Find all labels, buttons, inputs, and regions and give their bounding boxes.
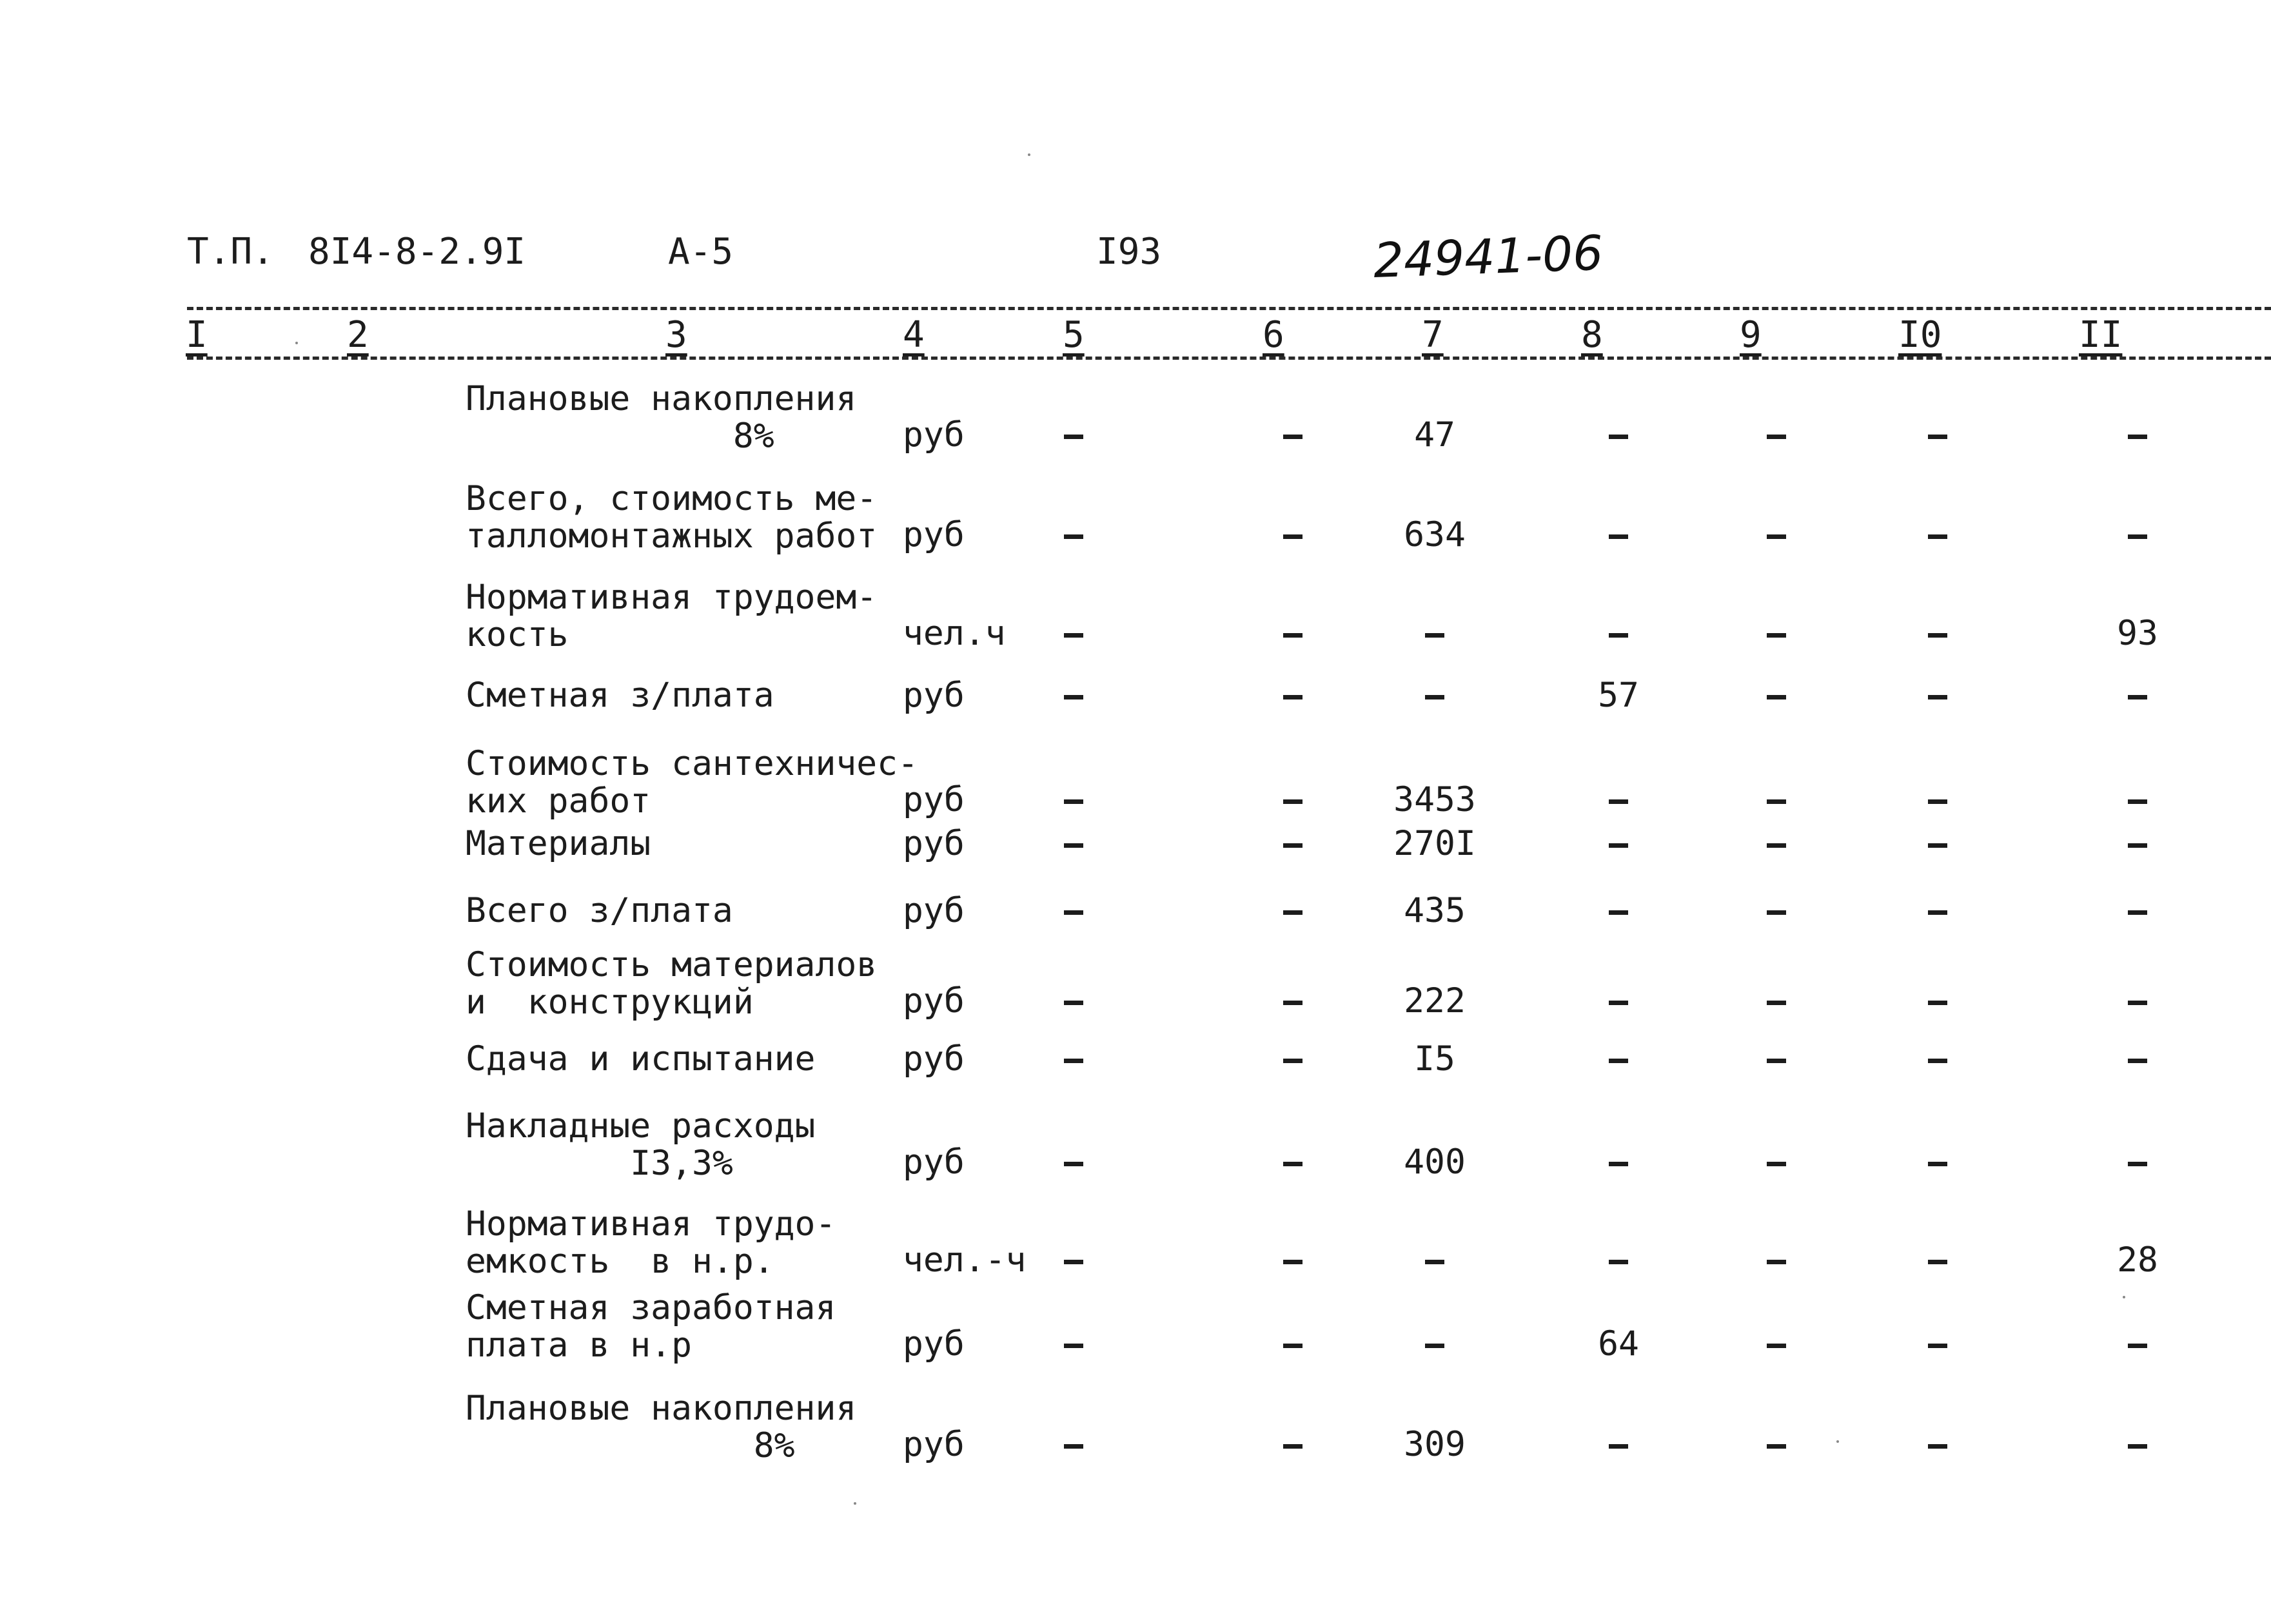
row-unit: руб (903, 676, 965, 715)
row-value-col-11: 28 (2117, 1240, 2158, 1280)
empty-value-dash (1928, 615, 1947, 652)
empty-value-dash (2128, 1144, 2147, 1181)
empty-value-dash (2128, 892, 2147, 930)
row-description: Сметная з/плата (466, 676, 774, 715)
empty-value-dash (1767, 825, 1786, 863)
dash-mark (1064, 799, 1083, 804)
dash-mark (1064, 1001, 1083, 1005)
empty-value-dash (1928, 516, 1947, 554)
dash-mark (1064, 843, 1083, 848)
empty-value-dash (1767, 892, 1786, 930)
dash-mark (1609, 1059, 1628, 1063)
dash-mark (1064, 695, 1083, 699)
top-dashed-rule (187, 307, 2271, 310)
empty-value-dash (1064, 615, 1083, 652)
empty-value-dash (1283, 1326, 1303, 1363)
empty-value-dash (2128, 1041, 2147, 1078)
row-unit: руб (903, 1324, 965, 1364)
empty-value-dash (1767, 781, 1786, 819)
empty-value-dash (1928, 416, 1947, 454)
empty-value-dash (1609, 1041, 1628, 1078)
empty-value-dash (1425, 615, 1444, 652)
column-number-3: 3 (665, 314, 687, 356)
dash-mark (2128, 843, 2147, 848)
empty-value-dash (1064, 1144, 1083, 1181)
row-description: Нормативная трудоем- кость (466, 578, 878, 654)
dash-mark (1425, 695, 1444, 699)
header-prefix: Т.П. (187, 231, 274, 273)
row-value-col-7: 222 (1404, 981, 1466, 1021)
empty-value-dash (1928, 1041, 1947, 1078)
empty-value-dash (1609, 416, 1628, 454)
row-value-col-7: 47 (1414, 415, 1455, 455)
empty-value-dash (1064, 983, 1083, 1020)
dash-mark (1283, 695, 1303, 699)
row-description: Стоимость материалов и конструкций (466, 945, 878, 1022)
empty-value-dash (1609, 892, 1628, 930)
dash-mark (1283, 435, 1303, 439)
row-value-col-8: 57 (1598, 676, 1639, 715)
dash-mark (1928, 1059, 1947, 1063)
empty-value-dash (2128, 781, 2147, 819)
empty-value-dash (2128, 516, 2147, 554)
empty-value-dash (1928, 1144, 1947, 1181)
row-description: Плановые накопления 8% (466, 379, 857, 456)
dash-mark (1928, 799, 1947, 804)
dash-mark (1928, 435, 1947, 439)
column-number-2: 2 (347, 314, 369, 356)
empty-value-dash (1928, 892, 1947, 930)
dash-mark (1767, 633, 1786, 638)
empty-value-dash (2128, 825, 2147, 863)
row-value-col-11: 93 (2117, 614, 2158, 653)
scan-speck (1028, 153, 1030, 156)
row-description: Плановые накопления 8% (466, 1389, 857, 1465)
dash-mark (1425, 633, 1444, 638)
empty-value-dash (1064, 825, 1083, 863)
empty-value-dash (1283, 825, 1303, 863)
empty-value-dash (1064, 781, 1083, 819)
dash-mark (1928, 1001, 1947, 1005)
dash-mark (2128, 435, 2147, 439)
empty-value-dash (1609, 516, 1628, 554)
dash-mark (1609, 1001, 1628, 1005)
dash-mark (1928, 633, 1947, 638)
dash-mark (1283, 1162, 1303, 1166)
empty-value-dash (2128, 1426, 2147, 1463)
row-unit: руб (903, 981, 965, 1021)
dash-mark (1283, 534, 1303, 539)
dash-mark (1767, 1344, 1786, 1348)
dash-mark (1767, 695, 1786, 699)
empty-value-dash (1425, 677, 1444, 714)
row-unit: чел.-ч (903, 1240, 1027, 1280)
row-value-col-7: 435 (1404, 891, 1466, 930)
empty-value-dash (1283, 892, 1303, 930)
bottom-dashed-rule (187, 357, 2271, 360)
empty-value-dash (1609, 983, 1628, 1020)
empty-value-dash (1767, 516, 1786, 554)
empty-value-dash (1283, 1426, 1303, 1463)
dash-mark (1609, 633, 1628, 638)
dash-mark (1064, 1162, 1083, 1166)
empty-value-dash (1928, 825, 1947, 863)
dash-mark (1767, 1059, 1786, 1063)
dash-mark (2128, 1001, 2147, 1005)
empty-value-dash (2128, 983, 2147, 1020)
dash-mark (1064, 435, 1083, 439)
column-number-7: 7 (1422, 314, 1444, 356)
dash-mark (1283, 1001, 1303, 1005)
dash-mark (1283, 1444, 1303, 1449)
empty-value-dash (1425, 1326, 1444, 1363)
row-description: Сдача и испытание (466, 1039, 816, 1079)
empty-value-dash (1609, 825, 1628, 863)
dash-mark (1609, 435, 1628, 439)
dash-mark (1767, 1444, 1786, 1449)
dash-mark (2128, 910, 2147, 915)
empty-value-dash (1283, 416, 1303, 454)
empty-value-dash (1609, 615, 1628, 652)
empty-value-dash (1928, 1426, 1947, 1463)
dash-mark (1928, 1260, 1947, 1264)
row-value-col-8: 64 (1598, 1324, 1639, 1364)
dash-mark (1064, 534, 1083, 539)
empty-value-dash (1283, 1144, 1303, 1181)
row-unit: руб (903, 891, 965, 930)
empty-value-dash (1767, 677, 1786, 714)
row-unit: руб (903, 1425, 965, 1464)
row-unit: руб (903, 515, 965, 554)
dash-mark (1283, 1059, 1303, 1063)
empty-value-dash (1928, 1326, 1947, 1363)
dash-mark (1283, 910, 1303, 915)
row-unit: руб (903, 824, 965, 863)
dash-mark (1928, 534, 1947, 539)
empty-value-dash (1064, 677, 1083, 714)
dash-mark (1064, 1059, 1083, 1063)
dash-mark (1767, 1162, 1786, 1166)
row-value-col-7: 270I (1393, 824, 1476, 863)
empty-value-dash (2128, 677, 2147, 714)
dash-mark (1767, 435, 1786, 439)
row-value-col-7: 3453 (1393, 780, 1476, 819)
dash-mark (1928, 1162, 1947, 1166)
empty-value-dash (1928, 677, 1947, 714)
empty-value-dash (1767, 416, 1786, 454)
dash-mark (1609, 534, 1628, 539)
column-number-11: II (2079, 314, 2123, 356)
page-number: I93 (1096, 231, 1162, 273)
empty-value-dash (1767, 1144, 1786, 1181)
dash-mark (2128, 799, 2147, 804)
row-description: Всего, стоимость ме- талломонтажных работ (466, 479, 878, 556)
column-number-8: 8 (1581, 314, 1603, 356)
scan-speck (854, 1502, 856, 1505)
empty-value-dash (1767, 1242, 1786, 1279)
dash-mark (1609, 1444, 1628, 1449)
row-description: Материалы (466, 824, 651, 863)
dash-mark (1064, 910, 1083, 915)
row-value-col-7: 400 (1404, 1142, 1466, 1182)
empty-value-dash (1064, 1242, 1083, 1279)
row-unit: руб (903, 1142, 965, 1182)
dash-mark (1064, 633, 1083, 638)
empty-value-dash (1064, 1426, 1083, 1463)
row-description: Накладные расходы I3,3% (466, 1106, 816, 1183)
empty-value-dash (1283, 1041, 1303, 1078)
dash-mark (1609, 1260, 1628, 1264)
dash-mark (1767, 534, 1786, 539)
dash-mark (2128, 1444, 2147, 1449)
row-unit: чел.ч (903, 614, 1006, 653)
row-value-col-7: 634 (1404, 515, 1466, 554)
column-number-4: 4 (903, 314, 925, 356)
dash-mark (1928, 1344, 1947, 1348)
dash-mark (1609, 843, 1628, 848)
dash-mark (1767, 843, 1786, 848)
scan-speck (1836, 1440, 1839, 1443)
dash-mark (1283, 1260, 1303, 1264)
dash-mark (2128, 1162, 2147, 1166)
empty-value-dash (1928, 1242, 1947, 1279)
empty-value-dash (1064, 416, 1083, 454)
empty-value-dash (1064, 1326, 1083, 1363)
row-unit: руб (903, 1039, 965, 1079)
empty-value-dash (1283, 781, 1303, 819)
column-number-6: 6 (1263, 314, 1284, 356)
dash-mark (1283, 799, 1303, 804)
column-number-9: 9 (1740, 314, 1762, 356)
dash-mark (1425, 1344, 1444, 1348)
empty-value-dash (1767, 615, 1786, 652)
dash-mark (1767, 910, 1786, 915)
row-description: Стоимость сантехничес- ких работ (466, 744, 918, 821)
empty-value-dash (1064, 1041, 1083, 1078)
scan-speck (2123, 1296, 2125, 1298)
dash-mark (2128, 534, 2147, 539)
dash-mark (2128, 1059, 2147, 1063)
dash-mark (1767, 1001, 1786, 1005)
column-number-5: 5 (1063, 314, 1085, 356)
dash-mark (1283, 1344, 1303, 1348)
row-value-col-7: 309 (1404, 1425, 1466, 1464)
empty-value-dash (1767, 1041, 1786, 1078)
dash-mark (1283, 633, 1303, 638)
dash-mark (1928, 910, 1947, 915)
dash-mark (1928, 843, 1947, 848)
empty-value-dash (1767, 1426, 1786, 1463)
empty-value-dash (1283, 615, 1303, 652)
dash-mark (1928, 695, 1947, 699)
empty-value-dash (1064, 892, 1083, 930)
column-number-1: I (186, 314, 208, 356)
empty-value-dash (1283, 516, 1303, 554)
empty-value-dash (1283, 1242, 1303, 1279)
empty-value-dash (1928, 781, 1947, 819)
dash-mark (1767, 1260, 1786, 1264)
empty-value-dash (1609, 1144, 1628, 1181)
empty-value-dash (1064, 516, 1083, 554)
dash-mark (2128, 695, 2147, 699)
empty-value-dash (1609, 1426, 1628, 1463)
handwritten-number: 24941-06 (1372, 225, 1604, 289)
dash-mark (1609, 910, 1628, 915)
dash-mark (1064, 1344, 1083, 1348)
dash-mark (1928, 1444, 1947, 1449)
empty-value-dash (2128, 416, 2147, 454)
empty-value-dash (1928, 983, 1947, 1020)
row-unit: руб (903, 415, 965, 455)
row-value-col-7: I5 (1414, 1039, 1455, 1079)
project-code: 8I4-8-2.9I (308, 231, 526, 273)
empty-value-dash (1283, 677, 1303, 714)
dash-mark (1609, 799, 1628, 804)
album-label: А-5 (668, 231, 734, 273)
dash-mark (1064, 1444, 1083, 1449)
empty-value-dash (1609, 781, 1628, 819)
dash-mark (1064, 1260, 1083, 1264)
empty-value-dash (2128, 1326, 2147, 1363)
row-description: Всего з/плата (466, 891, 733, 930)
dash-mark (1767, 799, 1786, 804)
column-number-10: I0 (1898, 314, 1942, 356)
scan-speck (295, 342, 298, 344)
empty-value-dash (1767, 983, 1786, 1020)
dash-mark (1425, 1260, 1444, 1264)
row-description: Сметная заработная плата в н.р (466, 1288, 836, 1365)
row-unit: руб (903, 780, 965, 819)
row-description: Нормативная трудо- емкость в н.р. (466, 1204, 836, 1281)
empty-value-dash (1767, 1326, 1786, 1363)
empty-value-dash (1425, 1242, 1444, 1279)
empty-value-dash (1609, 1242, 1628, 1279)
dash-mark (2128, 1344, 2147, 1348)
dash-mark (1283, 843, 1303, 848)
empty-value-dash (1283, 983, 1303, 1020)
dash-mark (1609, 1162, 1628, 1166)
